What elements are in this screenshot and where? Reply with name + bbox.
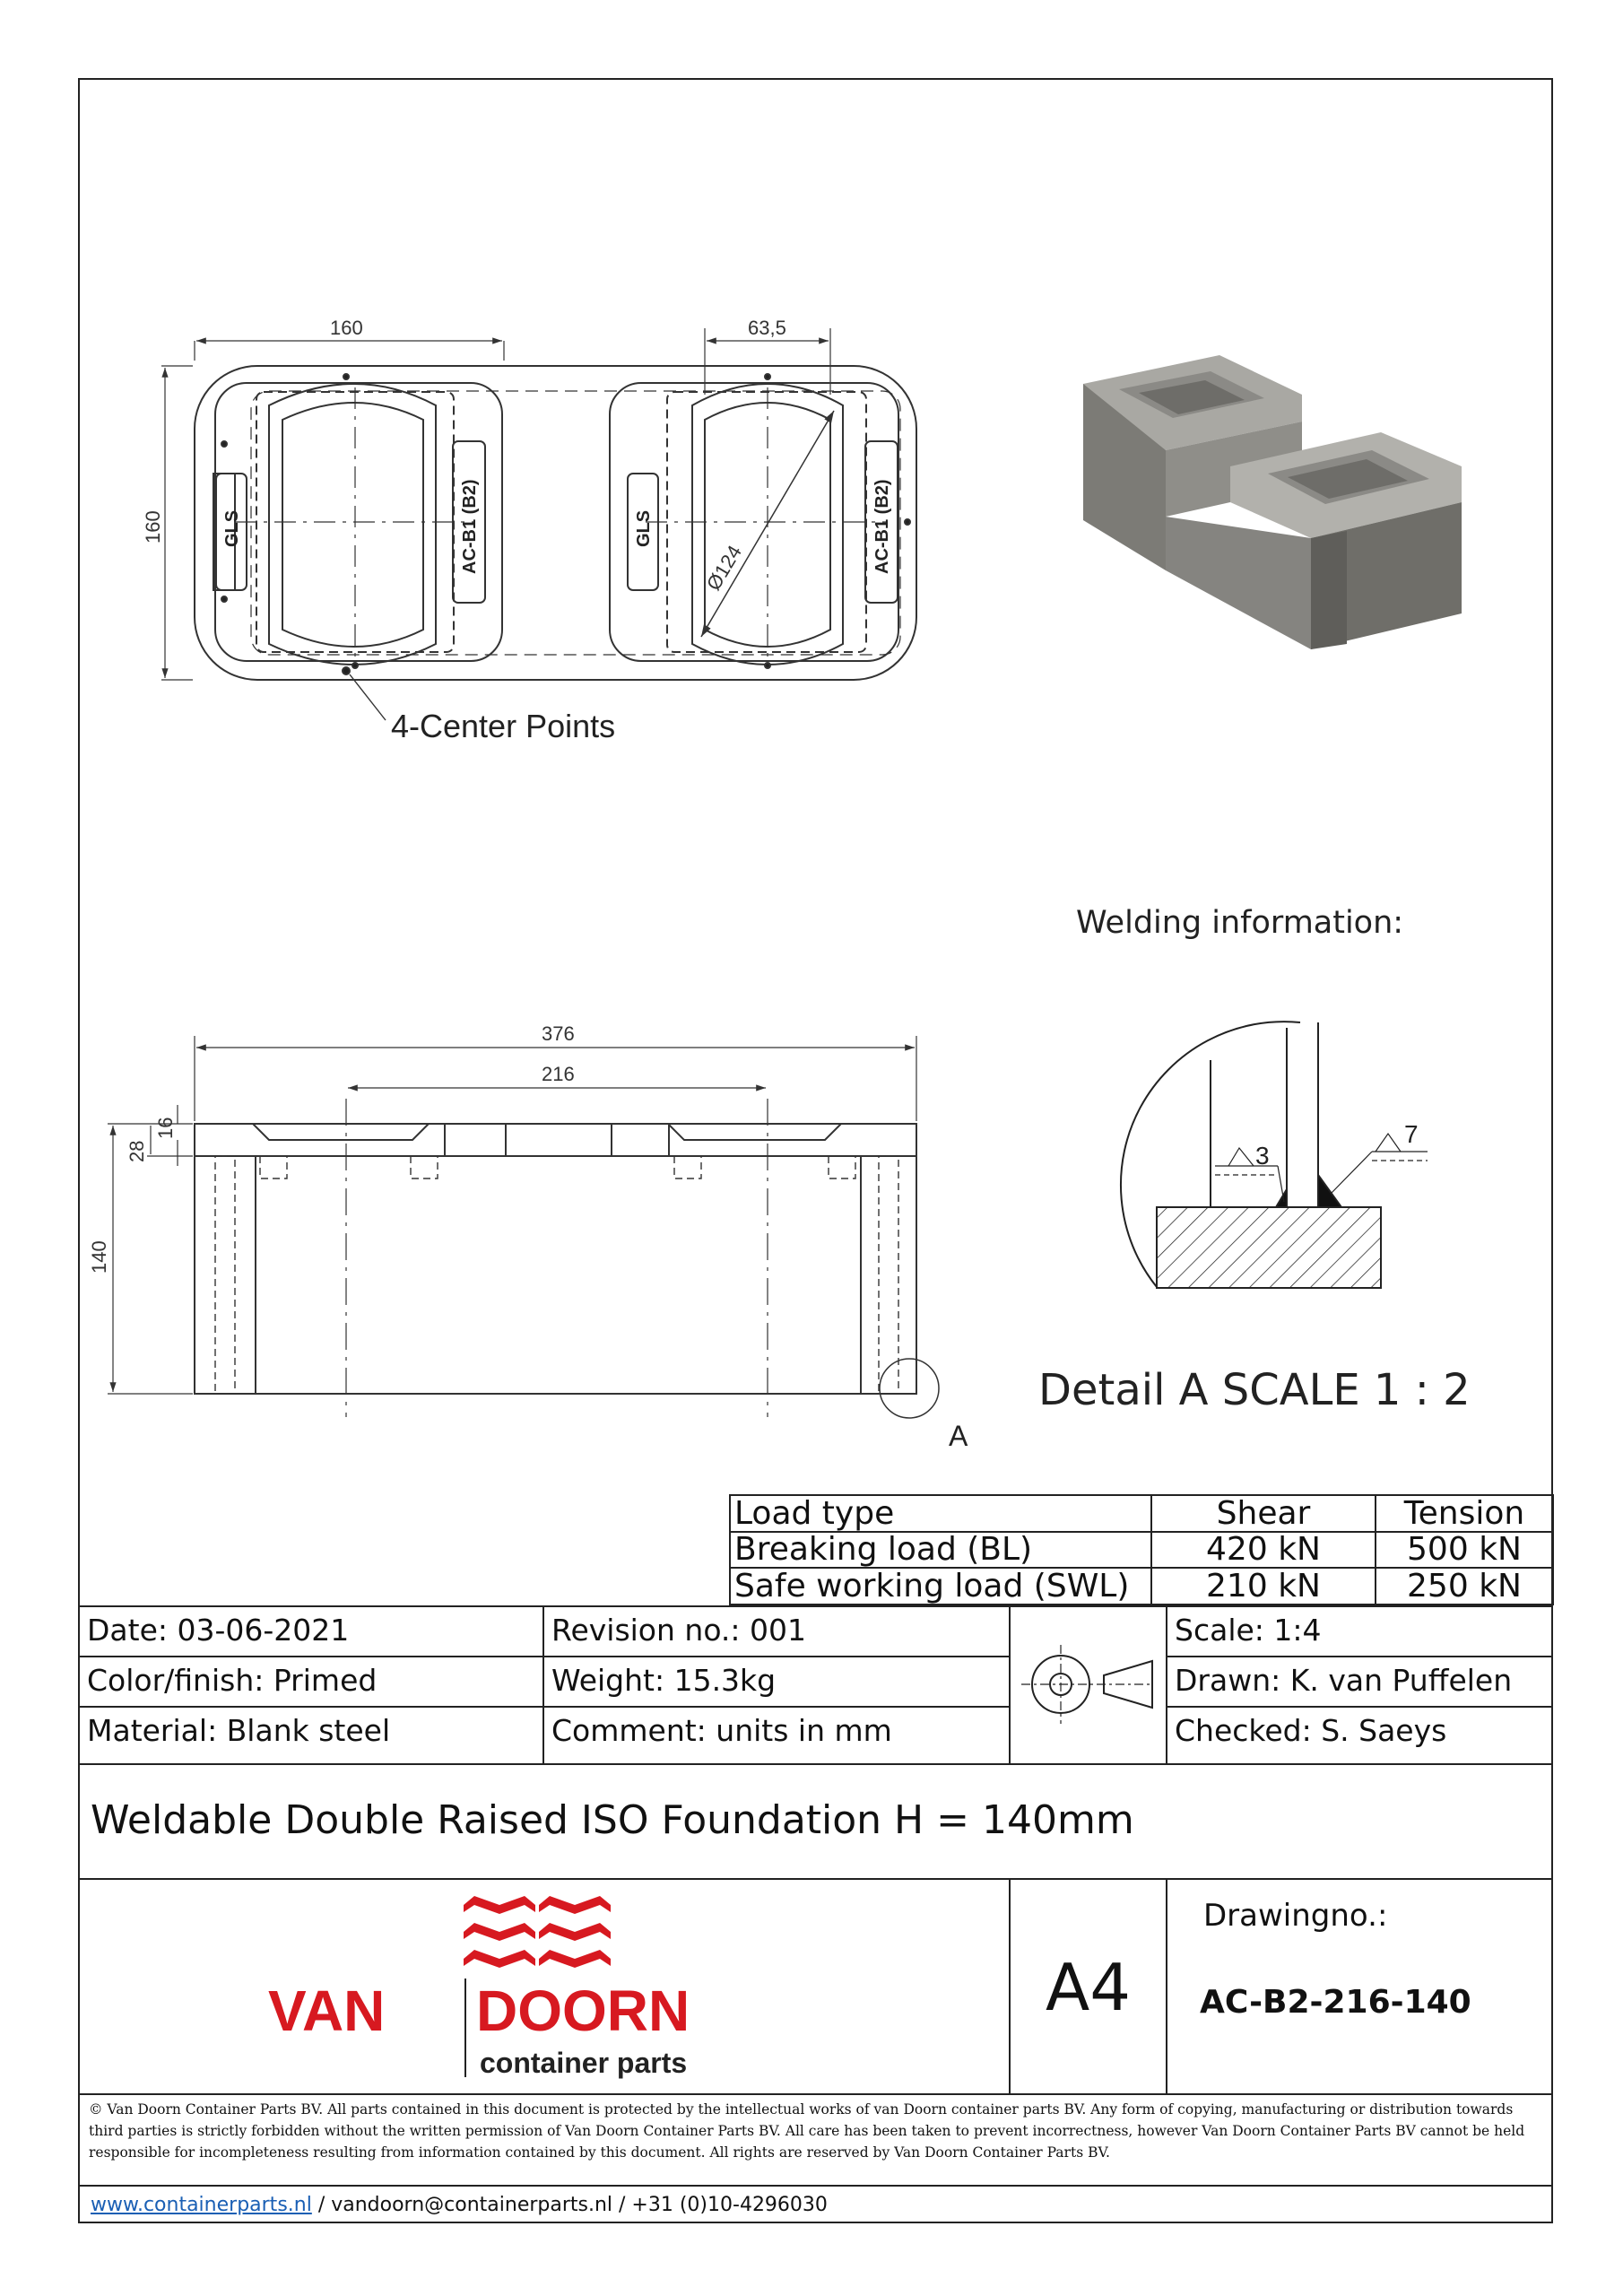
load-table-header-row	[730, 1495, 1553, 1532]
website-link[interactable]: www.containerparts.nl	[91, 2194, 312, 2216]
detail-marker-a: A	[949, 1420, 968, 1452]
callout-center-points: 4-Center Points	[391, 708, 616, 744]
material-cell: Material: Blank steel	[78, 1706, 544, 1765]
dim-16: 16	[154, 1117, 177, 1139]
scale-cell: Scale: 1:4	[1166, 1605, 1553, 1657]
copyright-notice: © Van Doorn Container Parts BV. All parts contained in this document is protected by the intellectual works of van Doorn container parts BV. Any form of copying, manufacturing or distribution towards third parties is strictly forbidden without the written permission of Van Doorn Container Parts BV. All care has been taken to prevent incorrectness, however Van Doorn Container Parts BV cannot be held responsible for incompleteness resulting from information contained by this document. All rights are reserved by Van Doorn Container Parts BV.	[78, 2093, 1553, 2187]
checked-cell: Checked: S. Saeys	[1166, 1706, 1553, 1765]
shear-value: 420 kN	[1151, 1532, 1376, 1569]
logo-cell	[78, 1878, 1011, 2095]
label-acb1-right: AC-B1 (B2)	[872, 479, 892, 574]
side-view	[108, 1036, 939, 1418]
projection-symbol-icon	[1018, 1613, 1161, 1756]
dim-160-height: 160	[142, 510, 164, 544]
shear-value: 210 kN	[1151, 1568, 1376, 1605]
dim-diameter-124: Ø124	[701, 541, 747, 595]
van-doorn-logo	[80, 1880, 1009, 2093]
drawingno-label: Drawingno.:	[1203, 1898, 1388, 1934]
welding-detail	[1121, 1022, 1428, 1288]
header-load-type: Load type	[730, 1495, 1151, 1532]
top-view-left-block	[213, 374, 502, 668]
contact-info: / vandoorn@containerparts.nl / +31 (0)10-4296030	[311, 2194, 828, 2216]
weight-cell: Weight: 15.3kg	[542, 1656, 1011, 1708]
dim-216: 216	[542, 1063, 575, 1085]
drawing-number-cell	[1166, 1878, 1553, 2095]
contact-footer	[78, 2187, 1553, 2223]
logo-tagline: container parts	[480, 2047, 688, 2079]
projection-symbol-cell	[1009, 1605, 1167, 1765]
logo-brand-left: VAN	[268, 1979, 386, 2043]
dim-160-width: 160	[330, 317, 363, 339]
drawn-cell: Drawn: K. van Puffelen	[1166, 1656, 1553, 1708]
date-cell: Date: 03-06-2021	[78, 1605, 544, 1657]
logo-chevrons-icon	[464, 1896, 611, 1968]
drawing-number: AC-B2-216-140	[1200, 1984, 1471, 2021]
row-label: Safe working load (SWL)	[730, 1568, 1151, 1605]
welding-heading: Welding information:	[1076, 905, 1404, 941]
weld-size-7: 7	[1404, 1120, 1419, 1148]
header-tension: Tension	[1376, 1495, 1553, 1532]
label-gls-left: GLS	[222, 509, 242, 547]
table-row	[730, 1568, 1553, 1605]
color-finish-cell: Color/finish: Primed	[78, 1656, 544, 1708]
row-label: Breaking load (BL)	[730, 1532, 1151, 1569]
dim-376: 376	[542, 1022, 575, 1045]
header-shear: Shear	[1151, 1495, 1376, 1532]
tension-value: 250 kN	[1376, 1568, 1553, 1605]
title-row	[78, 1763, 1553, 1880]
top-view-right-block	[610, 374, 910, 668]
detail-a-title: Detail A SCALE 1 : 2	[1038, 1365, 1471, 1415]
label-acb1-left: AC-B1 (B2)	[460, 479, 480, 574]
top-view	[161, 328, 916, 720]
isometric-render	[1083, 355, 1462, 649]
logo-brand-right: DOORN	[476, 1979, 690, 2043]
sheet-size: A4	[1009, 1878, 1167, 2095]
table-row	[730, 1532, 1553, 1569]
dim-140: 140	[88, 1240, 110, 1274]
weld-size-3: 3	[1255, 1142, 1270, 1170]
label-gls-right: GLS	[634, 509, 654, 547]
comment-cell: Comment: units in mm	[542, 1706, 1011, 1765]
tension-value: 500 kN	[1376, 1532, 1553, 1569]
load-table	[729, 1494, 1554, 1605]
dim-63-5: 63,5	[748, 317, 786, 339]
drawing-title: Weldable Double Raised ISO Foundation H = 140mm	[91, 1797, 1134, 1843]
dim-28: 28	[126, 1140, 148, 1162]
revision-cell: Revision no.: 001	[542, 1605, 1011, 1657]
